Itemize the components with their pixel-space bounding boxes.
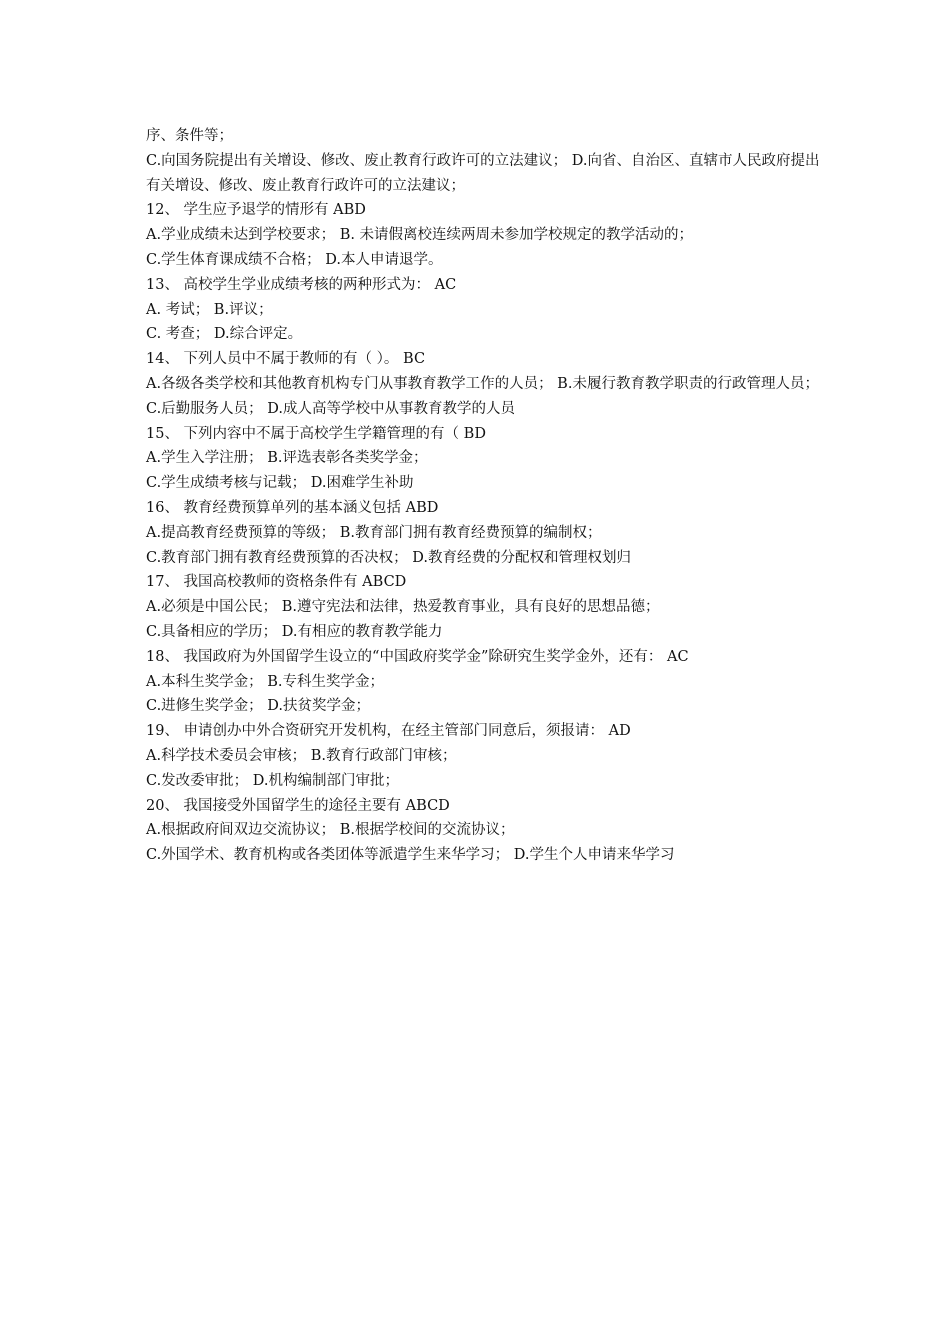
- option-line: C.教育部门拥有教育经费预算的否决权； D.教育经费的分配权和管理权划归: [146, 549, 632, 566]
- option-line: C.发改委审批； D.机构编制部门审批；: [146, 772, 400, 789]
- question-line: 19、 申请创办中外合资研究开发机构，在经主管部门同意后，须报请： AD: [146, 723, 631, 740]
- question-line: 17、 我国高校教师的资格条件有 ABCD: [146, 574, 407, 591]
- option-line: A.必须是中国公民； B.遵守宪法和法律，热爱教育事业，具有良好的思想品德；: [146, 599, 660, 616]
- option-line: A.提高教育经费预算的等级； B.教育部门拥有教育经费预算的编制权；: [146, 524, 602, 541]
- question-line: 18、 我国政府为外国留学生设立的“中国政府奖学金”除研究生奖学金外，还有： AC: [146, 648, 689, 665]
- option-line: C.外国学术、教育机构或各类团体等派遣学生来华学习； D.学生个人申请来华学习: [146, 847, 675, 864]
- question-line: 12、 学生应予退学的情形有 ABD: [146, 202, 366, 219]
- text-line: 序、条件等；: [146, 128, 233, 144]
- option-line: C.进修生奖学金； D.扶贫奖学金；: [146, 698, 371, 715]
- document-body: [146, 124, 826, 868]
- question-line: 13、 高校学生学业成绩考核的两种形式为： AC: [146, 276, 457, 293]
- option-line: C.具备相应的学历； D.有相应的教育教学能力: [146, 623, 443, 640]
- option-line: A. 考试； B.评议；: [146, 301, 273, 318]
- option-line: C.后勤服务人员； D.成人高等学校中从事教育教学的人员: [146, 400, 516, 417]
- option-line: A.学业成绩未达到学校要求； B. 未请假离校连续两周未参加学校规定的教学活动的；: [146, 227, 694, 244]
- option-line: A.本科生奖学金； B.专科生奖学金；: [146, 673, 384, 690]
- option-line: C. 考查； D.综合评定。: [146, 326, 303, 343]
- question-line: 14、 下列人员中不属于教师的有（ ）。 BC: [146, 351, 426, 368]
- question-line: 15、 下列内容中不属于高校学生学籍管理的有（ BD: [146, 425, 486, 442]
- question-line: 20、 我国接受外国留学生的途径主要有 ABCD: [146, 797, 450, 814]
- option-line: C.学生体育课成绩不合格； D.本人申请退学。: [146, 251, 443, 268]
- question-line: 16、 教育经费预算单列的基本涵义包括 ABD: [146, 499, 439, 516]
- option-line: C.向国务院提出有关增设、修改、废止教育行政许可的立法建议； D.向省、自治区、直辖市人民政府提出有关增设、修改、废止教育行政许可的立法建议；: [146, 152, 820, 194]
- option-line: C.学生成绩考核与记载； D.困难学生补助: [146, 475, 414, 492]
- option-line: A.学生入学注册； B.评选表彰各类奖学金；: [146, 450, 428, 467]
- option-line: A.科学技术委员会审核； B.教育行政部门审核；: [146, 747, 457, 764]
- option-line: A.各级各类学校和其他教育机构专门从事教育教学工作的人员； B.未履行教育教学职责的行政管理人员；: [146, 375, 819, 392]
- option-line: A.根据政府间双边交流协议； B.根据学校间的交流协议；: [146, 822, 515, 839]
